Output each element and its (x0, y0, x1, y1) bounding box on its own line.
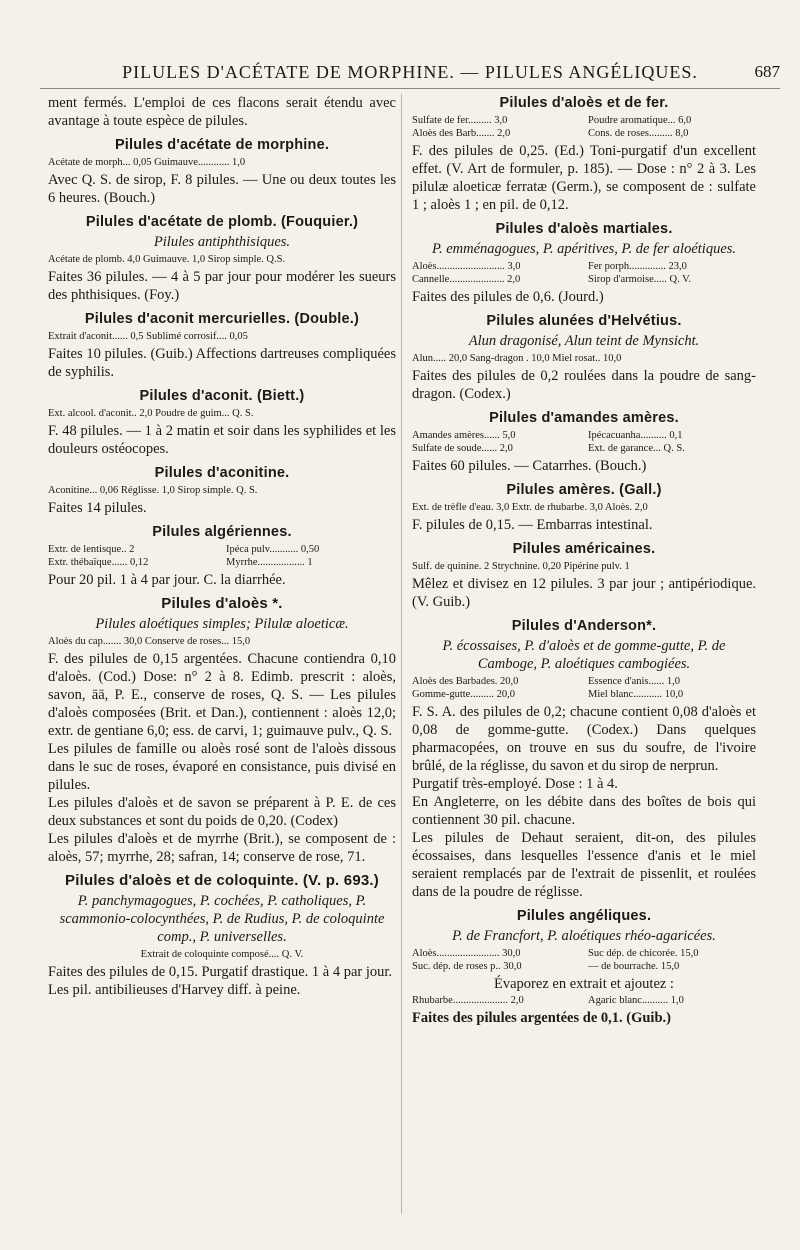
ingredient: Extr. de lentisque.. 2 (48, 544, 135, 555)
ingredient: Suc. dép. de roses p.. 30,0 (412, 961, 522, 972)
section-heading: Pilules d'Anderson*. (511, 618, 657, 634)
ingredient-line: Acétate de plomb. 4,0 Guimauve. 1,0 Sirop simple. Q.S. (48, 254, 286, 265)
section-heading: Pilules d'amandes amères. (489, 410, 679, 426)
section-heading: Pilules d'aconitine. (154, 465, 290, 481)
ingredient: Amandes amères...... 5,0 (412, 430, 516, 441)
ingredient-line: Sulf. de quinine. 2 Strychnine. 0,20 Pipérine pulv. 1 (412, 561, 630, 572)
ingredient: Ipéca pulv........... 0,50 (226, 544, 320, 555)
ingredient-grid (412, 994, 756, 1007)
section-heading: Pilules d'aloès et de coloquinte. (V. p. 693.) (65, 872, 379, 889)
paragraph: Les pilules d'aloès et de savon se préparent à P. E. de ces deux substances et sont du poids de 0,20. (Codex) (48, 795, 396, 829)
ingredient: Fer porph.............. 23,0 (588, 261, 687, 272)
paragraph: Évaporez en extrait et ajoutez : (494, 976, 674, 992)
ingredient: Myrrhe.................. 1 (226, 557, 313, 568)
ingredient: Cannelle..................... 2,0 (412, 274, 521, 285)
section-heading: Pilules américaines. (512, 541, 656, 557)
paragraph: F. S. A. des pilules de 0,2; chacune contient 0,08 d'aloès et 0,08 de gomme-gutte. (Codex.) Dans quelques pharmacopées, on trouve en sus du soufre, de l'ivoire brûlé, de la réglisse, du savon et du sirop de nerprun. (412, 704, 756, 774)
paragraph: Avec Q. S. de sirop, F. 8 pilules. — Une ou deux toutes les 6 heures. (Bouch.) (48, 172, 396, 206)
ingredient-line: Aconitine... 0,06 Réglisse. 1,0 Sirop simple. Q. S. (48, 485, 258, 496)
section-subtitle: P. de Francfort, P. aloétiques rhéo-agaricées. (452, 928, 716, 944)
section-heading: Pilules d'aloès et de fer. (499, 95, 669, 111)
paragraph: Mêlez et divisez en 12 pilules. 3 par jour ; antipériodique. (V. Guib.) (412, 576, 756, 610)
ingredient-line: Extrait d'aconit...... 0,5 Sublimé corrosif.... 0,05 (48, 331, 248, 342)
paragraph: Faites des pilules argentées de 0,1. (Guib.) (412, 1010, 671, 1026)
paragraph: F. pilules de 0,15. — Embarras intestinal. (412, 517, 653, 533)
section-heading: Pilules alunées d'Helvétius. (486, 313, 682, 329)
paragraph: Pour 20 pil. 1 à 4 par jour. C. la diarrhée. (48, 572, 286, 588)
ingredient-line: Ext. alcool. d'aconit.. 2,0 Poudre de guim... Q. S. (48, 408, 254, 419)
ingredient: Miel blanc........... 10,0 (588, 689, 684, 700)
ingredient-line: Alun..... 20,0 Sang-dragon . 10,0 Miel rosat.. 10,0 (412, 353, 622, 364)
ingredient: Ext. de garance... Q. S. (588, 443, 685, 454)
ingredient: Aloès.......................... 3,0 (412, 261, 521, 272)
section-heading: Pilules d'acétate de morphine. (114, 137, 330, 153)
ingredient-grid (412, 947, 756, 973)
section-heading: Pilules d'aloès martiales. (495, 221, 673, 237)
ingredient-line: Acétate de morph... 0,05 Guimauve............ 1,0 (48, 157, 246, 168)
paragraph: Faites des pilules de 0,15. Purgatif drastique. 1 à 4 par jour. (48, 964, 393, 980)
running-title: PILULES D'ACÉTATE DE MORPHINE. — PILULES ANGÉLIQUES. (122, 62, 698, 82)
paragraph: Faites 10 pilules. (Guib.) Affections dartreuses compliquées de syphilis. (48, 346, 396, 380)
section-subtitle: P. emménagogues, P. apéritives, P. de fer aloétiques. (431, 241, 737, 257)
ingredient: Sulfate de fer......... 3,0 (412, 115, 508, 126)
running-header (40, 60, 780, 89)
ingredient-line: Aloès du cap....... 30,0 Conserve de roses... 15,0 (48, 636, 251, 647)
ingredient: Rhubarbe..................... 2,0 (412, 995, 524, 1006)
ingredient: Sirop d'armoise..... Q. V. (588, 274, 692, 285)
paragraph: Les pilules de famille ou aloès rosé sont de l'aloès dissous dans le suc de roses, évaporé en consistance, puis divisé en pilules. (48, 741, 396, 793)
paragraph: Faites des pilules de 0,6. (Jourd.) (412, 289, 604, 305)
section-heading: Pilules d'aloès *. (161, 595, 283, 612)
paragraph: En Angleterre, on les débite dans des boîtes de bois qui contiennent 30 pil. chacune. (412, 794, 756, 828)
paragraph: ment fermés. L'emploi de ces flacons serait étendu avec avantage à toute espèce de pilules. (48, 95, 396, 129)
left-column (48, 94, 396, 1224)
ingredient: Gomme-gutte......... 20,0 (412, 689, 515, 700)
paragraph: Purgatif très-employé. Dose : 1 à 4. (412, 776, 618, 792)
ingredient-line: Extrait de coloquinte composé.... Q. V. (140, 949, 304, 960)
ingredient: Ipécacuanha.......... 0,1 (588, 430, 683, 441)
paragraph: F. des pilules de 0,15 argentées. Chacune contiendra 0,10 d'aloès. (Cod.) Dose: n° 2 à 8. Edimb. prescrit : aloès, savon, āā, P. E., conserve de roses, Q. S. — Les pilules d'aloès composées (Brit. et Dan.), contiennent : aloès 12,0; extr. de gentiane 6,0; ess. de carvi, 1; guimauve pulv., Q. S. (48, 651, 396, 739)
paragraph: F. 48 pilules. — 1 à 2 matin et soir dans les syphilides et les douleurs ostéocopes. (48, 423, 396, 457)
paragraph: Les pilules de Dehaut seraient, dit-on, des pilules écossaises, dans lesquelles l'essence d'anis et le miel seraient remplacés par de l'extrait de pissenlit, et roulées dans de la poudre de réglisse. (412, 830, 756, 900)
section-heading: Pilules angéliques. (516, 908, 652, 924)
section-subtitle: P. écossaises, P. d'aloès et de gomme-gutte, P. de Camboge, P. aloétiques cambogiées. (442, 638, 726, 672)
section-heading: Pilules algériennes. (152, 524, 292, 540)
paragraph: Les pil. antibilieuses d'Harvey diff. à peine. (48, 982, 301, 998)
ingredient: Aloès des Barbades. 20,0 (412, 676, 519, 687)
section-heading: Pilules d'acétate de plomb. (Fouquier.) (85, 214, 359, 230)
ingredient-grid (412, 260, 756, 286)
ingredient-grid (412, 675, 756, 701)
ingredient: Suc dép. de chicorée. 15,0 (588, 948, 699, 959)
section-subtitle: Pilules antiphthisiques. (153, 234, 291, 250)
right-column (412, 94, 756, 1224)
ingredient-grid (412, 114, 756, 140)
paragraph: Faites des pilules de 0,2 roulées dans la poudre de sang-dragon. (Codex.) (412, 368, 756, 402)
section-heading: Pilules d'aconit. (Biett.) (139, 388, 305, 404)
ingredient: Poudre aromatique... 6,0 (588, 115, 692, 126)
ingredient: Sulfate de soude...... 2,0 (412, 443, 513, 454)
ingredient-grid (412, 429, 756, 455)
column-divider (401, 94, 402, 1214)
paragraph: Faites 60 pilules. — Catarrhes. (Bouch.) (412, 458, 647, 474)
ingredient-grid (48, 543, 396, 569)
ingredient: Extr. thébaïque...... 0,12 (48, 557, 149, 568)
ingredient: Aloès........................ 30,0 (412, 948, 521, 959)
section-subtitle: Alun dragonisé, Alun teint de Mynsicht. (468, 333, 700, 349)
page-number: 687 (754, 62, 780, 81)
section-heading: Pilules d'aconit mercurielles. (Double.) (84, 311, 360, 327)
section-subtitle: P. panchymagogues, P. cochées, P. catholiques, P. scammonio-colocynthées, P. de Rudius, P. de coloquinte comp., P. universelles. (59, 893, 385, 945)
paragraph: F. des pilules de 0,25. (Ed.) Toni-purgatif d'un excellent effet. (V. Art de formuler, p. 185). — Dose : n° 2 à 3. Les pilulæ aloeticæ ferratæ (Germ.), se composent de : sulfate 1 ; aloès 1 ; en pil. de 0,12. (412, 143, 756, 213)
ingredient: — de bourrache. 15,0 (588, 961, 680, 972)
ingredient: Agaric blanc.......... 1,0 (588, 995, 684, 1006)
ingredient-line: Ext. de trèfle d'eau. 3,0 Extr. de rhubarbe. 3,0 Aloès. 2,0 (412, 502, 648, 513)
paragraph: Les pilules d'aloès et de myrrhe (Brit.), se composent de : aloès, 57; myrrhe, 28; safran, 14; conserve de rose, 71. (48, 831, 396, 865)
ingredient: Cons. de roses......... 8,0 (588, 128, 689, 139)
ingredient: Aloès des Barb....... 2,0 (412, 128, 511, 139)
paragraph: Faites 14 pilules. (48, 500, 147, 516)
section-heading: Pilules amères. (Gall.) (506, 482, 662, 498)
paragraph: Faites 36 pilules. — 4 à 5 par jour pour modérer les sueurs des phthisiques. (Foy.) (48, 269, 396, 303)
ingredient: Essence d'anis...... 1,0 (588, 676, 680, 687)
section-subtitle: Pilules aloétiques simples; Pilulæ aloeticæ. (95, 616, 349, 632)
